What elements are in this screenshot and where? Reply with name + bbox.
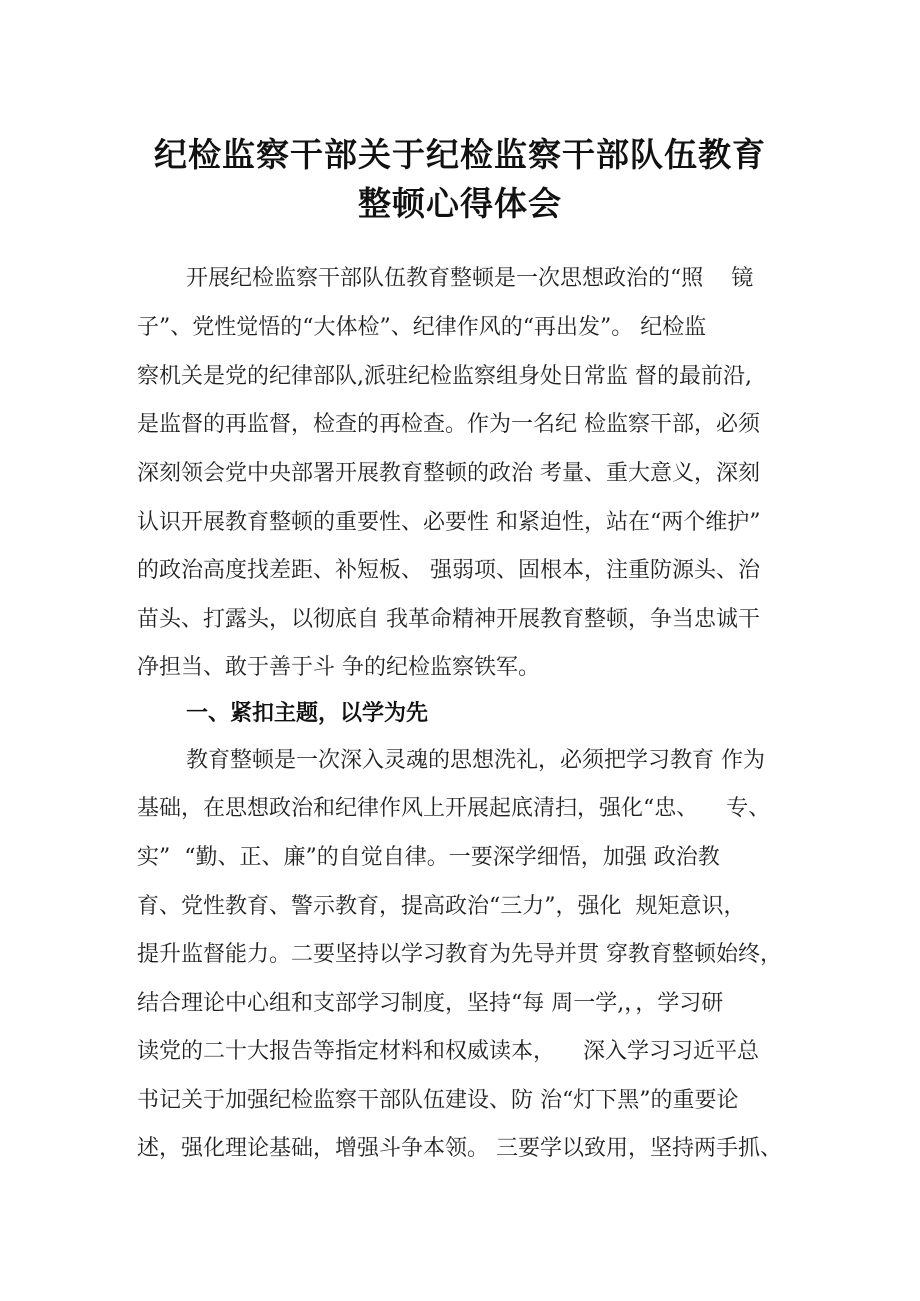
paragraph-2-line: 书记关于加强纪检监察干部队伍建设、防 治“灯下黑”的重要论 (137, 1088, 739, 1113)
document-title-line-1: 纪检监察干部关于纪检监察干部队伍教育 (154, 135, 766, 174)
paragraph-1-line: 深刻领会党中央部署开展教育整顿的政治 考量、重大意义，深刻 (137, 461, 760, 486)
paragraph-1-line: 认识开展教育整顿的重要性、必要性 和紧迫性，站在“两个维护” (137, 510, 761, 535)
section-heading-1: 一、紧扣主题，以学为先 (186, 701, 429, 726)
paragraph-2-line: 教育整顿是一次深入灵魂的思想洗礼，必须把学习教育 作为 (186, 748, 765, 773)
paragraph-2-line: 述，强化理论基础，增强斗争本领。 三要学以致用，坚持两手抓、 (137, 1136, 782, 1161)
paragraph-2-line: 育、党性教育、警示教育，提高政治“三力”，强化 规矩意识， (137, 894, 746, 919)
paragraph-2-line: 基础，在思想政治和纪律作风上开展起底清扫，强化“忠、 专、 (137, 796, 771, 821)
paragraph-1-line: 的政治高度找差距、补短板、 强弱项、固根本，注重防源头、治 (137, 558, 760, 583)
paragraph-2-line: 实” “勤、正、廉”的自觉自律。一要深学细悟，加强 政治教 (137, 845, 720, 870)
paragraph-1-line: 子”、党性觉悟的“大体检”、纪律作风的“再出发”。 纪检监 (137, 315, 707, 340)
document-title-line-2: 整顿心得体会 (358, 184, 562, 223)
paragraph-1-line: 开展纪检监察干部队伍教育整顿是一次思想政治的“照 镜 (186, 266, 754, 291)
paragraph-2-line: 提升监督能力。二要坚持以学习教育为先导并贯 穿教育整顿始终， (137, 942, 782, 967)
paragraph-1-line: 净担当、敢于善于斗 争的纪检监察铁军。 (137, 655, 540, 680)
paragraph-1-line: 苗头、打露头，以彻底自 我革命精神开展教育整顿，争当忠诚干 (137, 607, 760, 632)
paragraph-2-line: 读党的二十大报告等指定材料和权威读本， 深入学习习近平总 (137, 1039, 759, 1064)
paragraph-2-line: 结合理论中心组和支部学习制度，坚持“每 周一学,，，学习研 (137, 991, 724, 1016)
paragraph-1-line: 是监督的再监督，检查的再检查。作为一名纪 检监察干部，必须 (137, 412, 760, 437)
paragraph-1-line: 察机关是党的纪律部队,派驻纪检监察组身处日常监 督的最前沿, (137, 364, 752, 389)
